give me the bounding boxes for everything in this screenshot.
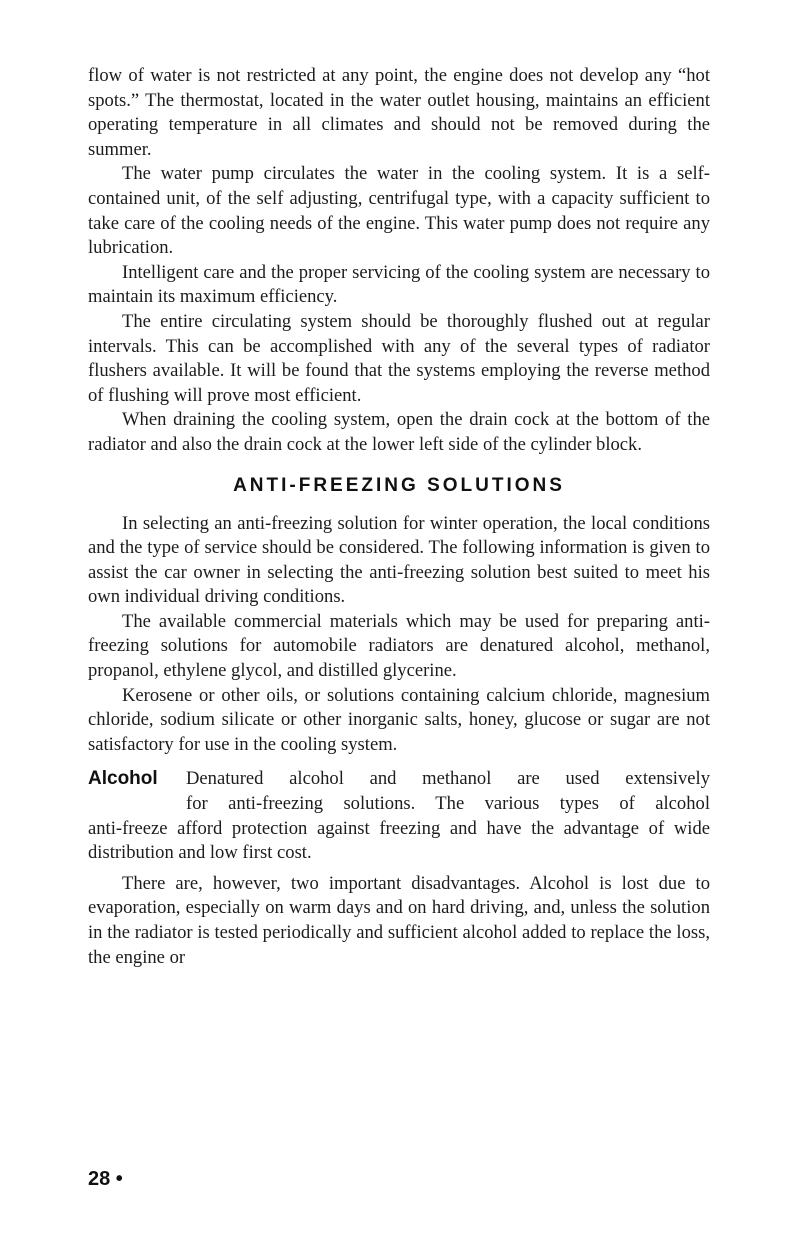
paragraph-disadvantages: There are, however, two important disadvantages. Alcohol is lost due to evaporation, especially on warm days and on hard driving, and, unless the solution in the radiator is tested periodically and sufficient alcohol added to replace the loss, the engine or (88, 872, 710, 968)
paragraph-selecting: In selecting an anti-freezing solution for winter operation, the local conditions and the type of service should be considered. The following information is given to assist the car owner in selecting the anti-freezing solution best suited to meet his own individual driving conditions. (88, 512, 710, 608)
alcohol-line-2: for anti-freezing solutions. The various types of alcohol (186, 793, 710, 815)
paragraph-draining: When draining the cooling system, open the drain cock at the bottom of the radiator and also the drain cock at the lower left side of the cylinder block. (88, 409, 710, 455)
alcohol-section (88, 767, 710, 865)
page-number: 28 • (88, 1168, 123, 1190)
page-body (88, 64, 710, 970)
paragraph-materials: The available commercial materials which may be used for preparing anti-freezing solutions for automobile radiators are denatured alcohol, methanol, propanol, ethylene glycol, and distilled glycerine. (88, 610, 710, 682)
paragraph-unsatisfactory: Kerosene or other oils, or solutions containing calcium chloride, magnesium chloride, sodium silicate or other inorganic salts, honey, glucose or sugar are not satisfactory for use in the cooling system. (88, 684, 710, 755)
paragraph-continued: flow of water is not restricted at any point, the engine does not develop any “hot spots.” The thermostat, located in the water outlet housing, maintains an efficient operating temperature in all climates and should not be removed during the summer. (88, 65, 710, 160)
alcohol-sidehead: Alcohol (88, 768, 158, 790)
alcohol-rest: anti-freeze afford protection against freezing and have the advantage of wide distribution and low first cost. (88, 817, 710, 864)
paragraph-intelligent-care: Intelligent care and the proper servicing of the cooling system are necessary to maintain its maximum efficiency. (88, 261, 710, 308)
paragraph-flushing: The entire circulating system should be thoroughly flushed out at regular intervals. This can be accomplished with any of the several types of radiator flushers available. It will be found that the systems employing the reverse method of flushing will prove most efficient. (88, 310, 710, 406)
paragraph-water-pump: The water pump circulates the water in the cooling system. It is a self-contained unit, of the self adjusting, centrifugal type, with a capacity sufficient to take care of the cooling needs of the engine. This water pump does not require any lubrication. (88, 163, 710, 259)
alcohol-line-1: Denatured alcohol and methanol are used extensively (186, 768, 710, 790)
section-heading: ANTI-FREEZING SOLUTIONS (233, 474, 565, 496)
